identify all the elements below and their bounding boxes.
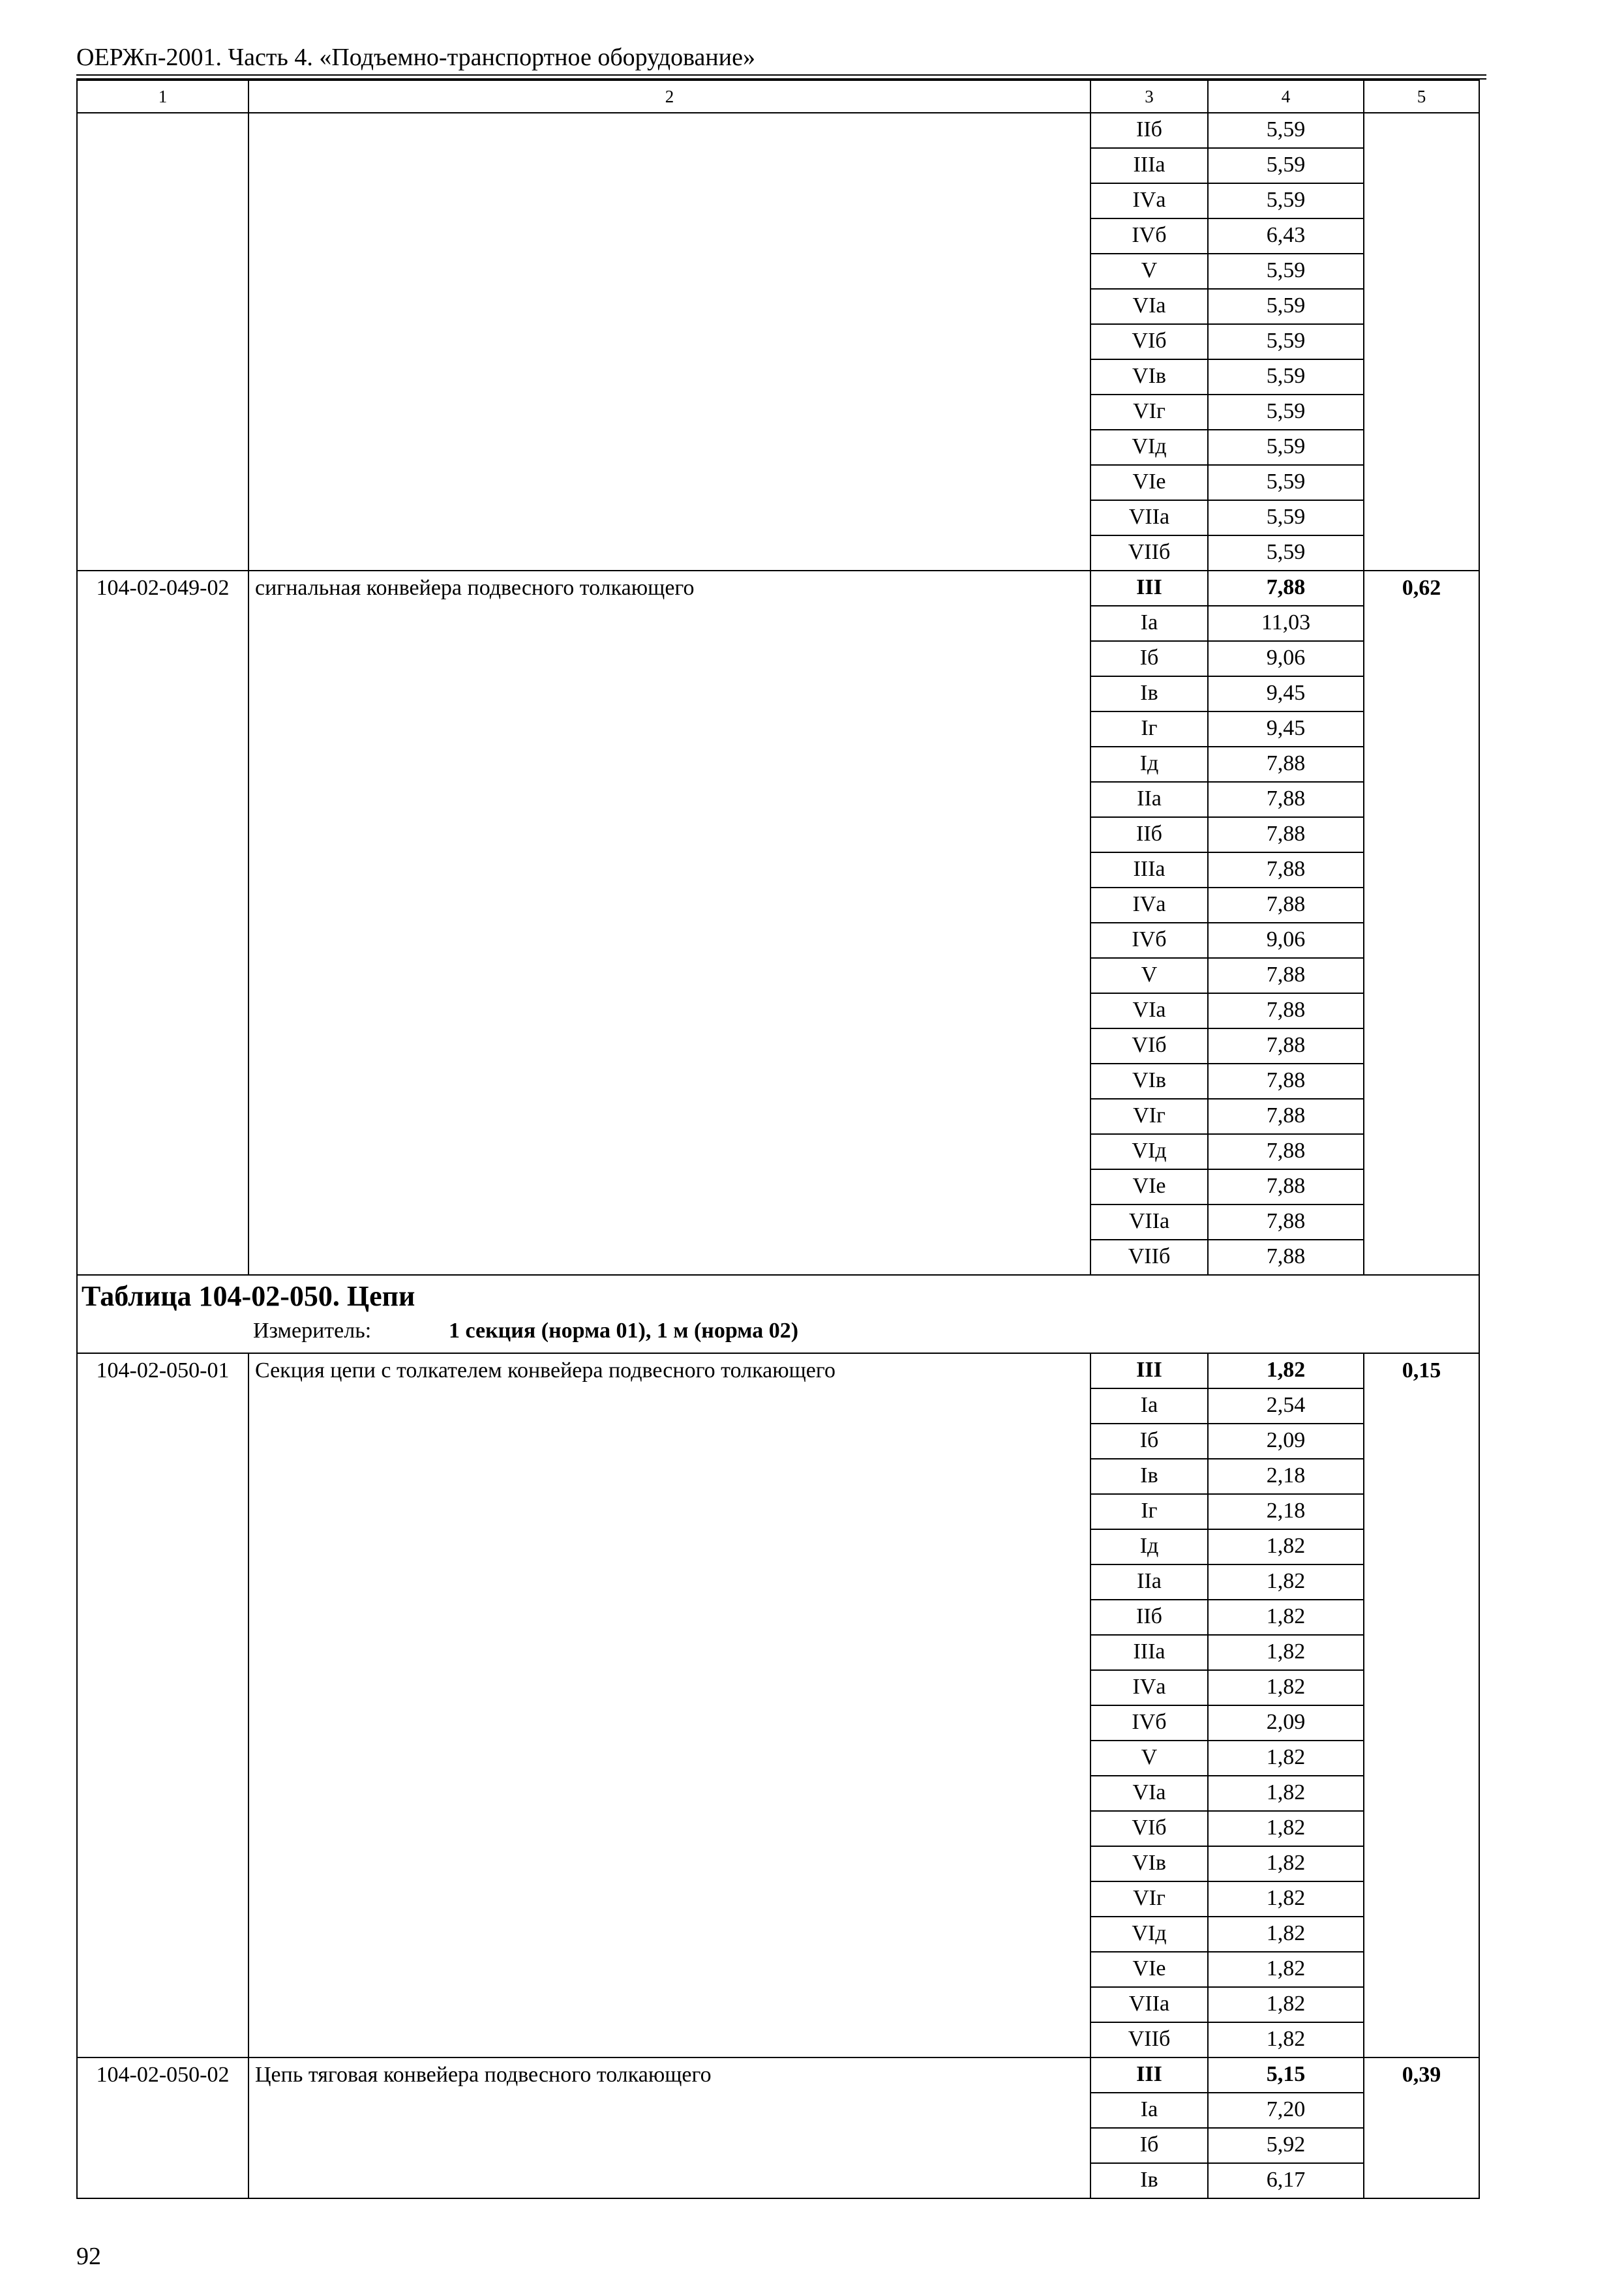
norm-value: 9,45 <box>1208 711 1364 747</box>
region-group: IVа <box>1090 888 1208 923</box>
region-group: VIIа <box>1090 1987 1208 2022</box>
norm-value: 1,82 <box>1208 1987 1364 2022</box>
norm-value: 1,82 <box>1208 1917 1364 1952</box>
norm-value: 5,59 <box>1208 535 1364 571</box>
region-group: Iв <box>1090 676 1208 711</box>
norm-value: 2,54 <box>1208 1388 1364 1424</box>
norm-code <box>77 113 248 571</box>
region-group: VIб <box>1090 1028 1208 1064</box>
measure-label: Измеритель: <box>253 1319 372 1343</box>
norm-value: 7,88 <box>1208 1064 1364 1099</box>
norm-value: 9,45 <box>1208 676 1364 711</box>
column-number: 3 <box>1090 80 1208 113</box>
norm-value: 1,82 <box>1208 1811 1364 1846</box>
region-group: VIIа <box>1090 1204 1208 1240</box>
norm-value: 6,43 <box>1208 218 1364 254</box>
norm-value: 1,82 <box>1208 1635 1364 1670</box>
norm-value: 11,03 <box>1208 606 1364 641</box>
region-group: IIа <box>1090 782 1208 817</box>
norm-value: 7,88 <box>1208 1134 1364 1169</box>
region-group: IVб <box>1090 1705 1208 1741</box>
norm-value: 5,59 <box>1208 430 1364 465</box>
norm-value: 7,88 <box>1208 1169 1364 1204</box>
norm-value: 7,88 <box>1208 1240 1364 1275</box>
page-number: 92 <box>76 2243 101 2270</box>
region-group: IIIа <box>1090 1635 1208 1670</box>
column-number-row <box>77 80 1479 113</box>
norm-value: 7,88 <box>1208 1099 1364 1134</box>
norm-value: 7,88 <box>1208 1204 1364 1240</box>
norm-value: 5,59 <box>1208 324 1364 359</box>
region-group: IIб <box>1090 113 1208 148</box>
region-group: IIб <box>1090 1600 1208 1635</box>
region-group: IIIа <box>1090 852 1208 888</box>
norm-value: 1,82 <box>1208 1881 1364 1917</box>
norm-value: 9,06 <box>1208 923 1364 958</box>
region-group: V <box>1090 1741 1208 1776</box>
norm-name <box>248 113 1090 571</box>
norm-coefficient <box>1364 113 1479 571</box>
norm-value: 5,15 <box>1208 2057 1364 2093</box>
region-group: VIд <box>1090 430 1208 465</box>
norm-value: 2,09 <box>1208 1705 1364 1741</box>
region-group: V <box>1090 254 1208 289</box>
region-group: VIг <box>1090 395 1208 430</box>
region-group: IVб <box>1090 923 1208 958</box>
norm-value: 7,88 <box>1208 888 1364 923</box>
column-number: 1 <box>77 80 248 113</box>
region-group: IIб <box>1090 817 1208 852</box>
region-group: VIIа <box>1090 500 1208 535</box>
region-group: IVб <box>1090 218 1208 254</box>
section-title: Таблица 104-02-050. Цепи <box>82 1280 415 1312</box>
norm-value: 5,59 <box>1208 183 1364 218</box>
region-group: Iа <box>1090 2093 1208 2128</box>
region-group: VIе <box>1090 465 1208 500</box>
region-group: Iд <box>1090 1529 1208 1564</box>
norms-table <box>76 80 1480 2199</box>
norm-value: 5,92 <box>1208 2128 1364 2163</box>
norm-value: 1,82 <box>1208 1952 1364 1987</box>
norm-name: сигнальная конвейера подвесного толкающего <box>248 571 1090 1275</box>
region-group: VIе <box>1090 1169 1208 1204</box>
region-group: III <box>1090 571 1208 606</box>
region-group: VIд <box>1090 1134 1208 1169</box>
table-row <box>77 571 1479 606</box>
region-group: VIг <box>1090 1099 1208 1134</box>
document-header: ОЕРЖп-2001. Часть 4. «Подъемно-транспортное оборудование» <box>76 44 755 71</box>
region-group: IIа <box>1090 1564 1208 1600</box>
region-group: VIб <box>1090 324 1208 359</box>
norm-value: 5,59 <box>1208 289 1364 324</box>
norm-value: 5,59 <box>1208 359 1364 395</box>
norm-value: 7,88 <box>1208 817 1364 852</box>
region-group: VIе <box>1090 1952 1208 1987</box>
column-number: 2 <box>248 80 1090 113</box>
region-group: Iа <box>1090 1388 1208 1424</box>
region-group: III <box>1090 2057 1208 2093</box>
norm-value: 7,88 <box>1208 747 1364 782</box>
region-group: VIа <box>1090 1776 1208 1811</box>
norm-value: 5,59 <box>1208 500 1364 535</box>
norm-coefficient: 0,15 <box>1364 1353 1479 2057</box>
norm-value: 2,18 <box>1208 1459 1364 1494</box>
region-group: Iг <box>1090 1494 1208 1529</box>
norm-value: 1,82 <box>1208 2022 1364 2057</box>
norm-value: 7,88 <box>1208 1028 1364 1064</box>
norm-value: 7,88 <box>1208 958 1364 993</box>
norm-value: 5,59 <box>1208 148 1364 183</box>
norm-code: 104-02-050-02 <box>77 2057 248 2198</box>
table-row <box>77 113 1479 148</box>
norm-value: 7,88 <box>1208 993 1364 1028</box>
region-group: VIIб <box>1090 535 1208 571</box>
region-group: VIд <box>1090 1917 1208 1952</box>
region-group: VIг <box>1090 1881 1208 1917</box>
region-group: Iб <box>1090 1424 1208 1459</box>
region-group: VIIб <box>1090 2022 1208 2057</box>
norm-value: 5,59 <box>1208 465 1364 500</box>
norm-value: 6,17 <box>1208 2163 1364 2198</box>
section-header <box>77 1275 1479 1353</box>
norm-value: 1,82 <box>1208 1529 1364 1564</box>
region-group: VIв <box>1090 1064 1208 1099</box>
norm-code: 104-02-049-02 <box>77 571 248 1275</box>
region-group: Iб <box>1090 2128 1208 2163</box>
table-row <box>77 1353 1479 1388</box>
region-group: IIIа <box>1090 148 1208 183</box>
measure-line <box>78 1317 1479 1345</box>
norm-value: 7,20 <box>1208 2093 1364 2128</box>
norm-value: 9,06 <box>1208 641 1364 676</box>
norm-value: 2,18 <box>1208 1494 1364 1529</box>
measure-value: 1 секция (норма 01), 1 м (норма 02) <box>449 1319 799 1343</box>
norm-value: 5,59 <box>1208 254 1364 289</box>
norm-value: 1,82 <box>1208 1564 1364 1600</box>
norm-value: 7,88 <box>1208 852 1364 888</box>
norm-coefficient: 0,62 <box>1364 571 1479 1275</box>
norm-value: 1,82 <box>1208 1353 1364 1388</box>
region-group: IVа <box>1090 1670 1208 1705</box>
column-number: 5 <box>1364 80 1479 113</box>
region-group: III <box>1090 1353 1208 1388</box>
column-number: 4 <box>1208 80 1364 113</box>
norm-value: 1,82 <box>1208 1846 1364 1881</box>
table-row <box>77 2057 1479 2093</box>
norm-value: 2,09 <box>1208 1424 1364 1459</box>
region-group: VIа <box>1090 993 1208 1028</box>
norm-value: 7,88 <box>1208 571 1364 606</box>
region-group: Iг <box>1090 711 1208 747</box>
norm-coefficient: 0,39 <box>1364 2057 1479 2198</box>
region-group: Iв <box>1090 1459 1208 1494</box>
norm-value: 5,59 <box>1208 395 1364 430</box>
region-group: VIб <box>1090 1811 1208 1846</box>
norm-value: 7,88 <box>1208 782 1364 817</box>
region-group: Iа <box>1090 606 1208 641</box>
norm-name: Секция цепи с толкателем конвейера подвесного толкающего <box>248 1353 1090 2057</box>
region-group: Iб <box>1090 641 1208 676</box>
region-group: Iд <box>1090 747 1208 782</box>
norm-value: 1,82 <box>1208 1776 1364 1811</box>
norm-value: 5,59 <box>1208 113 1364 148</box>
region-group: IVа <box>1090 183 1208 218</box>
section-header-row <box>77 1275 1479 1353</box>
norm-value: 1,82 <box>1208 1670 1364 1705</box>
norm-code: 104-02-050-01 <box>77 1353 248 2057</box>
region-group: V <box>1090 958 1208 993</box>
norm-value: 1,82 <box>1208 1741 1364 1776</box>
region-group: VIв <box>1090 359 1208 395</box>
region-group: Iв <box>1090 2163 1208 2198</box>
norm-name: Цепь тяговая конвейера подвесного толкающего <box>248 2057 1090 2198</box>
region-group: VIIб <box>1090 1240 1208 1275</box>
region-group: VIа <box>1090 289 1208 324</box>
norm-value: 1,82 <box>1208 1600 1364 1635</box>
header-rule <box>76 74 1486 76</box>
region-group: VIв <box>1090 1846 1208 1881</box>
